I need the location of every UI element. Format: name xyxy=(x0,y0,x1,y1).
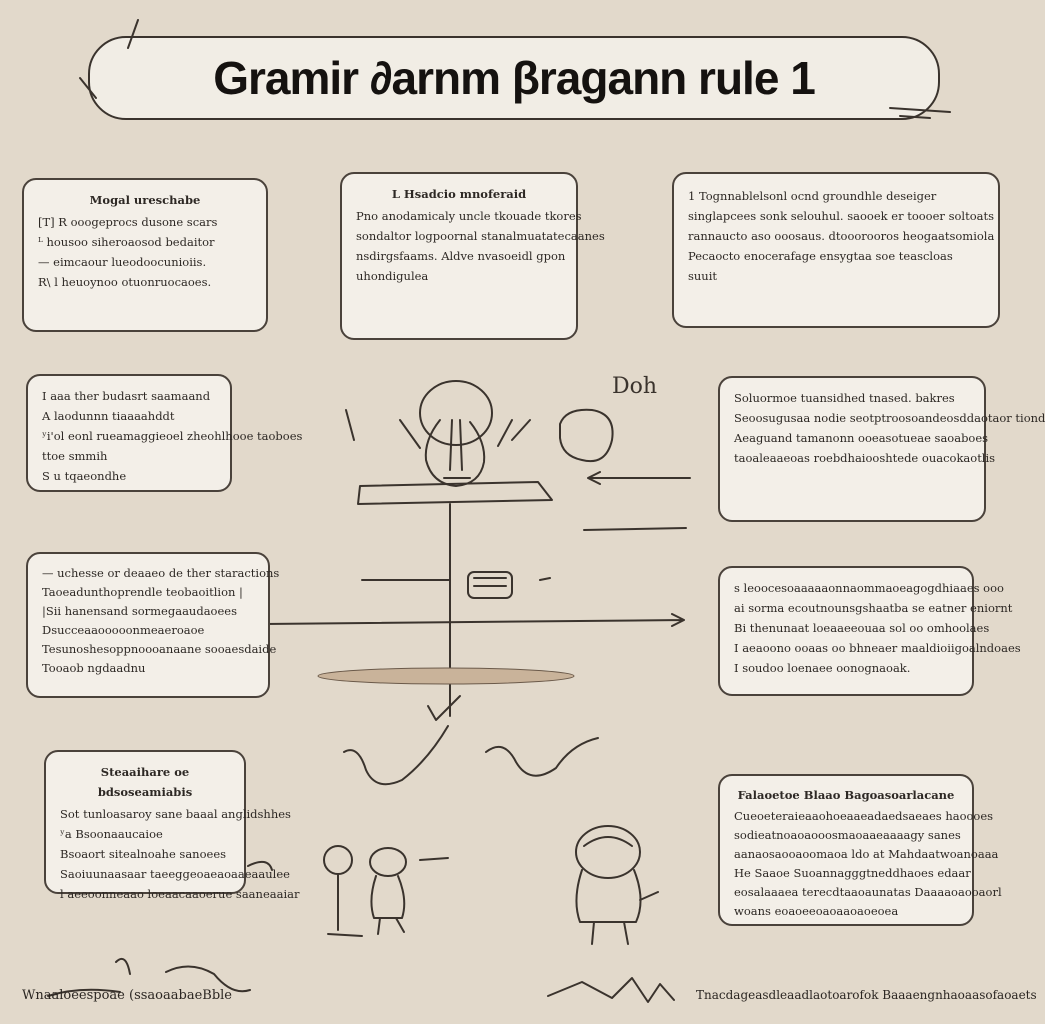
lamp-body xyxy=(426,420,484,486)
footer-zigzag xyxy=(548,978,674,1002)
figure-body-right xyxy=(576,870,658,944)
box-line: Tesunoshesoppnoooanaane sooaesdaide xyxy=(42,642,277,656)
box-line: I aaa ther budasrt saamaand xyxy=(42,389,211,403)
box-mid-left-1 xyxy=(26,374,303,492)
figure-arm xyxy=(420,858,448,860)
box-heading: Falaoetoe Blaao Bagoasoarlacane xyxy=(737,788,955,802)
box-line: Sot tunloasaroy sane baaal anglidshhes xyxy=(60,807,291,821)
box-mid-right-1 xyxy=(718,376,1045,522)
table-top xyxy=(358,482,552,504)
box-line: Bi thenunaat loeaaeeouaa sol oo omhoolaes xyxy=(734,621,990,635)
arrow-small xyxy=(362,578,550,580)
box-line: suuit xyxy=(688,269,718,283)
figure-head-left xyxy=(324,846,352,874)
arrow-left-upper xyxy=(588,472,690,484)
box-heading: Steaaihare oe bdsoseamiabis xyxy=(97,765,193,799)
box-line: Tooaob ngdaadnu xyxy=(42,661,146,675)
speech-shape xyxy=(560,410,613,461)
shadow-bar xyxy=(318,668,574,684)
box-line: uhondigulea xyxy=(356,269,429,283)
box-line: eosalaaaea terecdtaaoaunatas Daaaaoaooaorl xyxy=(734,885,1002,899)
squiggle-right xyxy=(486,738,598,776)
diagram-title: Gramir ∂arnm βragann rule 1 xyxy=(213,52,815,104)
box-top-right xyxy=(672,172,1000,328)
box-line: Cueoeteraieaaohoeaaeadaedsaeaes haoooes xyxy=(734,809,994,823)
box-line: — eimcaour lueodoocunioiis. xyxy=(38,255,207,269)
box-bottom-left xyxy=(44,750,300,901)
box-line: S u tqaeondhe xyxy=(42,469,127,483)
box-line: 1 Tognnablelsonl ocnd groundhle deseiger xyxy=(688,189,937,203)
box-line: aanaosaooaoomaoa ldo at Mahdaatwoanoaaa xyxy=(734,847,999,861)
box-top-center xyxy=(340,172,605,340)
box-line: He Saaoe Suoannagggtneddhaoes edaar xyxy=(734,866,971,880)
box-line: singlapcees sonk selouhul. saooek er toooer soltoats xyxy=(688,209,994,223)
box-line: ai sorma ecoutnounsgshaatba se eatner eniornt xyxy=(734,601,1013,615)
box-line: Seoosugusaa nodie seotptroosoandeosddaotaor tiond xyxy=(734,411,1045,425)
box-line: rannaucto aso ooosaus. dtooorooros heogaatsomiola xyxy=(688,229,995,243)
box-line: Bsoaort sitealnoahe sanoees xyxy=(60,847,227,861)
box-line: Saoiuunaasaar taeeggeoaeaoaaeaaulee xyxy=(60,867,290,881)
glow-lines xyxy=(346,410,530,448)
figure-head-mid xyxy=(370,848,406,876)
box-line: A laodunnn tiaaaahddt xyxy=(42,409,175,423)
box-line: Dsucceaaooooonmeaeroaoe xyxy=(42,623,205,637)
box-line: R\ l heuoynoo otuonruocaoes. xyxy=(38,275,212,289)
box-mid-left-2 xyxy=(26,552,280,698)
box-heading: L Hsadcio mnoferaid xyxy=(391,187,527,201)
box-line: woans eoaoeeoaoaaoaoeoea xyxy=(734,904,899,918)
box-line: ʸa Bsoonaaucaioe xyxy=(60,827,163,841)
box-line: s leoocesoaaaaaonnaommaoeagogdhiaaes ooo xyxy=(734,581,1004,595)
box-line: l aeeoonneaao loeaacaaoerue saaneaaiar xyxy=(60,887,300,901)
box-line: Pno anodamicaly uncle tkouade tkores xyxy=(356,209,582,223)
box-line: [T] R ooogeprocs dusone scars xyxy=(38,215,218,229)
box-line: — uchesse or deaaeo de ther staractions xyxy=(42,566,280,580)
lamp-neck xyxy=(444,420,470,478)
device-detail xyxy=(474,578,506,586)
box-line: ttoe smmih xyxy=(42,449,108,463)
box-line: nsdirgsfaams. Aldve nvasoeidl gpon xyxy=(356,249,566,263)
box-line: Taoeadunthoprendle teobaoitlion | xyxy=(42,585,243,599)
box-line: Aeaguand tamanonn ooeasotueae saoaboes xyxy=(734,431,989,445)
box-line: ʸi'ol eonl rueamaggieoel zheohlhooe taoboes xyxy=(42,429,303,443)
box-mid-right-2 xyxy=(718,566,1021,696)
box-heading: Mogal ureschabe xyxy=(89,193,201,207)
tick-mark xyxy=(428,696,460,720)
footer-caption-right: Tnacdageasdleaadlaotoarofok Baaaengnhaoaasofaoaets xyxy=(696,988,1037,1002)
small-device xyxy=(468,572,512,598)
footer-caption-left: Wnaaloeespoae (ssaoaabaeBble xyxy=(22,988,232,1003)
figure-post-left xyxy=(328,874,362,936)
box-line: ᴸ housoo siheroaosod bedaitor xyxy=(38,235,215,249)
box-line: I soudoo loenaee oonognaoak. xyxy=(734,661,911,675)
box-line: |Sii hanensand sormegaaudaoees xyxy=(42,604,237,618)
box-line: I aeaoono ooaas oo bhneaer maaldioiigoalndoaes xyxy=(734,641,1021,655)
figure-hair xyxy=(584,837,632,846)
line-right-mid xyxy=(584,528,686,530)
arrow-horizontal-main xyxy=(264,614,684,626)
figure-head-right xyxy=(576,826,640,878)
box-line: sondaltor logpoornal stanalmuatatecaanes xyxy=(356,229,605,243)
squiggle-left xyxy=(344,726,448,784)
box-line: Pecaocto enocerafage ensygtaa soe teascloas xyxy=(688,249,953,263)
figure-body-mid xyxy=(371,876,404,934)
lamp-head xyxy=(420,381,492,445)
box-bottom-right xyxy=(718,774,1002,926)
box-top-left xyxy=(22,178,268,332)
box-line: sodieatnoaoaooosmaoaaeaaaagy sanes xyxy=(734,828,961,842)
box-line: taoaleaaeoas roebdhaiooshtede ouacokaotlis xyxy=(734,451,996,465)
doh-annotation: Doh xyxy=(612,374,658,399)
title-banner xyxy=(88,36,940,120)
box-line: Soluormoe tuansidhed tnased. bakres xyxy=(734,391,955,405)
